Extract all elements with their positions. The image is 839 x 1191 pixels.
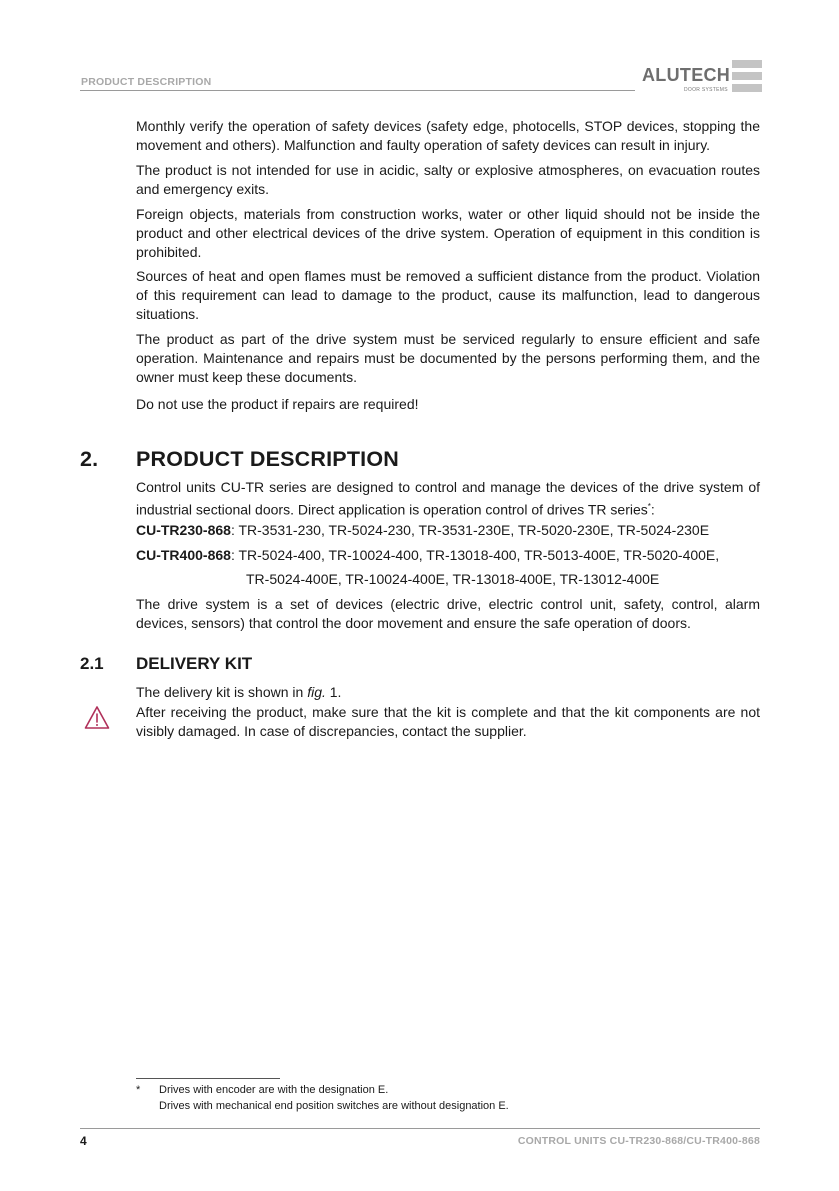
drive-system-description: The drive system is a set of devices (electric drive, electric control unit, safety, control, alarm devices, sensors) that control the door movement and ensure the safe operation of doors.: [136, 596, 760, 631]
model-drives-230: : TR-3531-230, TR-5024-230, TR-3531-230E, TR-5020-230E, TR-5024-230E: [230, 522, 710, 538]
delivery-kit-text-end: 1.: [325, 684, 342, 700]
delivery-kit-text: The delivery kit is shown in: [136, 684, 308, 700]
footnote-mark: *: [136, 1084, 141, 1096]
header-rule: [80, 90, 635, 91]
footer-rule: [80, 1128, 760, 1129]
model-drives-400-line1: : TR-5024-400, TR-10024-400, TR-13018-400, TR-5013-400E, TR-5020-400E,: [230, 547, 720, 563]
paragraph-safety-check: Monthly verify the operation of safety devices (safety edge, photocells, STOP devices, stopping the movement and others). Malfunction and faulty operation of safety devices can result in injury.: [136, 118, 760, 153]
model-drives-400-line2: TR-5024-400E, TR-10024-400E, TR-13018-400E, TR-13012-400E: [246, 571, 660, 587]
footnote-rule: [136, 1078, 280, 1079]
footnote-line-2: Drives with mechanical end position switches are without designation E.: [159, 1100, 509, 1112]
delivery-kit-reference: [136, 683, 760, 702]
delivery-kit-warning: After receiving the product, make sure that the kit is complete and that the kit components are not visibly damaged. In case of discrepancies, contact the supplier.: [136, 704, 760, 739]
paragraph-foreign-objects: Foreign objects, materials from construction works, water or other liquid should not be inside the product and other electrical devices of the drive system. Operation of equipment in this condition is prohibited.: [136, 206, 760, 260]
subsection-title: DELIVERY KIT: [136, 654, 253, 673]
section-intro-end: :: [650, 501, 655, 518]
section-title: PRODUCT DESCRIPTION: [136, 447, 400, 471]
section-intro-text: Control units CU-TR series are designed to control and manage the devices of the drive system of industrial sectional doors. Direct application is operation control of drives TR series: [136, 479, 760, 518]
paragraph-servicing: The product as part of the drive system must be serviced regularly to ensure efficient and safe operation. Maintenance and repairs must be documented by the persons performing them, and the owner must keep these documents.: [136, 331, 760, 385]
warning-triangle-icon: [84, 705, 110, 731]
subsection-number: 2.1: [80, 654, 104, 673]
footnote-line-1: Drives with encoder are with the designation E.: [159, 1084, 389, 1096]
footnote-ref: *: [647, 502, 651, 511]
alutech-logo: [642, 60, 762, 96]
page-number: 4: [80, 1134, 87, 1148]
footer-doc-title: CONTROL UNITS CU-TR230-868/CU-TR400-868: [517, 1135, 760, 1147]
model-row-230: [136, 521, 760, 540]
section-intro: [136, 478, 760, 520]
logo-bar-top: [732, 60, 762, 68]
paragraph-repairs-warning: Do not use the product if repairs are required!: [136, 396, 419, 412]
model-label-400: CU-TR400-868: [136, 547, 231, 563]
paragraph-atmospheres: The product is not intended for use in acidic, salty or explosive atmospheres, on evacuation routes and emergency exits.: [136, 162, 760, 197]
model-label-230: CU-TR230-868: [136, 522, 231, 538]
section-number: 2.: [80, 447, 99, 471]
paragraph-heat-sources: Sources of heat and open flames must be removed a sufficient distance from the product. Violation of this requirement can lead to damage to the product, cause its malfunction, lead to dangerous situations.: [136, 268, 760, 322]
logo-bar-middle: [732, 72, 762, 80]
model-row-400: [136, 546, 760, 565]
figure-link[interactable]: fig.: [307, 684, 326, 700]
running-header: PRODUCT DESCRIPTION: [81, 76, 212, 88]
logo-wordmark: ALUTECH: [642, 65, 731, 85]
logo-subtext: DOOR SYSTEMS: [684, 87, 728, 93]
logo-bar-bottom: [732, 84, 762, 92]
